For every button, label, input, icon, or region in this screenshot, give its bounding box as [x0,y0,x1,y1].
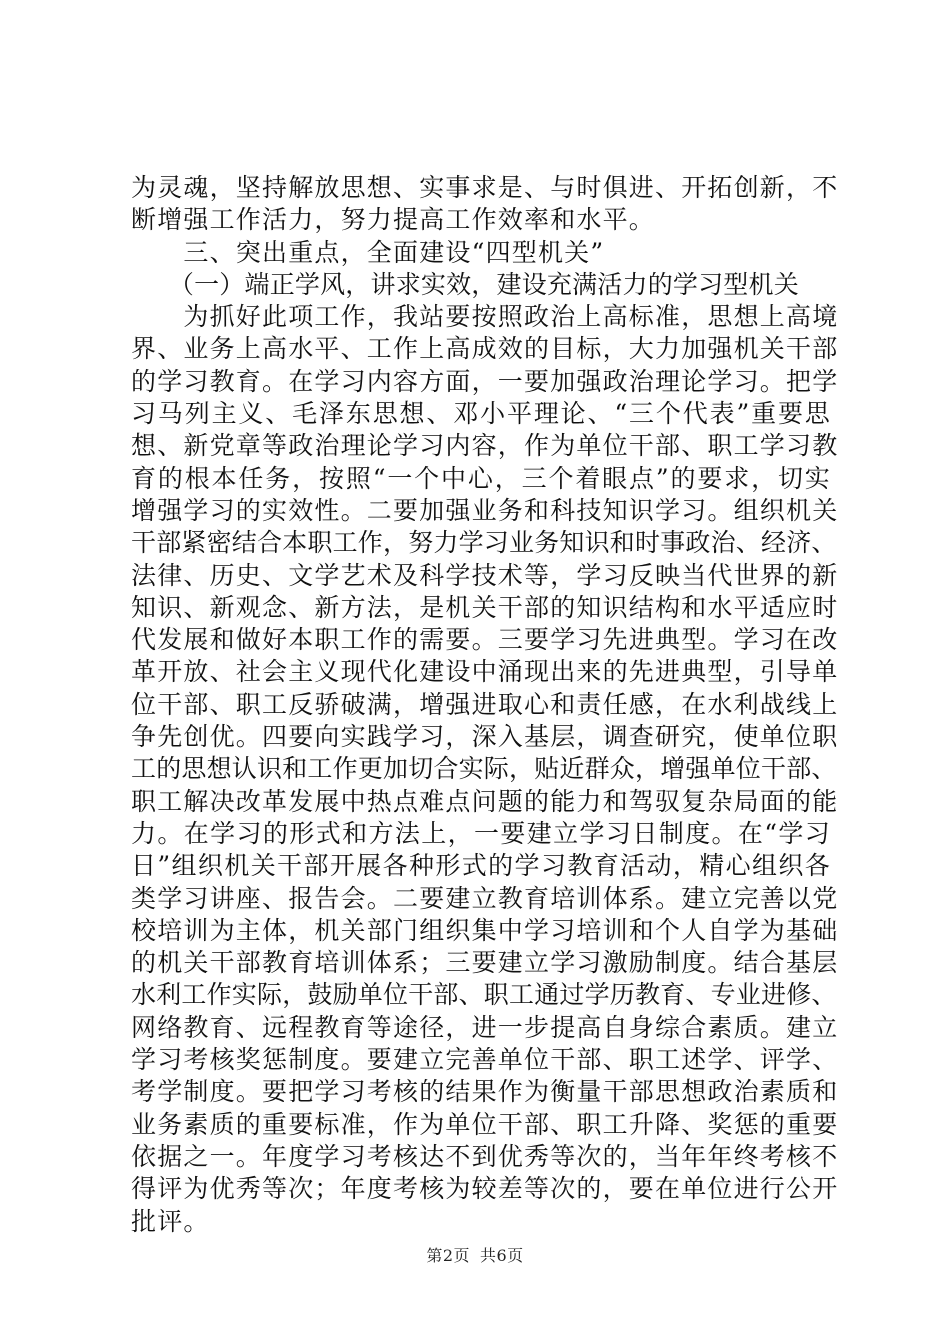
section-heading: 三、突出重点，全面建设“四型机关” [131,237,605,267]
page-footer [0,1243,950,1266]
text-line: 网络教育、远程教育等途径，进一步提高自身综合素质。建立 [131,1012,839,1042]
text-line: 类学习讲座、报告会。二要建立教育培训体系。建立完善以党 [131,883,839,913]
text-line: 工的思想认识和工作更加切合实际，贴近群众，增强单位干部、 [131,754,837,784]
text-line: 得评为优秀等次；年度考核为较差等次的，要在单位进行公开 [131,1174,839,1204]
subsection-heading: （一）端正学风，讲求实效，建设充满活力的学习型机关 [131,269,799,299]
text-line: 校培训为主体，机关部门组织集中学习培训和个人自学为基础 [131,915,839,945]
text-line: 依据之一。年度学习考核达不到优秀等次的，当年年终考核不 [131,1141,839,1171]
text-line: 法律、历史、文学艺术及科学技术等，学习反映当代世界的新 [131,560,839,590]
page-number: 第2页 [426,1246,470,1265]
text-line: 学习考核奖惩制度。要建立完善单位干部、职工述学、评学、 [131,1045,839,1075]
text-line: 力。在学习的形式和方法上，一要建立学习日制度。在“学习 [131,818,831,848]
text-line: 的学习教育。在学习内容方面，一要加强政治理论学习。把学 [131,366,839,396]
text-line: 习马列主义、毛泽东思想、邓小平理论、“三个代表”重要思 [131,399,831,429]
page-total: 共6页 [480,1246,524,1265]
text-line: 革开放、社会主义现代化建设中涌现出来的先进典型，引导单 [131,657,839,687]
text-line: 为抓好此项工作，我站要按照政治上高标准，思想上高境 [131,302,839,332]
text-line: 批评。 [131,1206,210,1236]
text-line: 育的根本任务，按照“一个中心，三个着眼点”的要求，切实 [131,463,831,493]
text-line: 的机关干部教育培训体系；三要建立学习激励制度。结合基层 [131,948,839,978]
text-line: 想、新党章等政治理论学习内容，作为单位干部、职工学习教 [131,431,839,461]
text-line: 争先创优。四要向实践学习，深入基层，调查研究，使单位职 [131,722,839,752]
text-line: 知识、新观念、新方法，是机关干部的知识结构和水平适应时 [131,592,839,622]
text-line: 代发展和做好本职工作的需要。三要学习先进典型。学习在改 [131,625,839,655]
text-line: 水利工作实际，鼓励单位干部、职工通过学历教育、专业进修、 [131,980,837,1010]
text-line: 断增强工作活力，努力提高工作效率和水平。 [131,205,656,235]
text-line: 日”组织机关干部开展各种形式的学习教育活动，精心组织各 [131,851,831,881]
text-line: 为灵魂，坚持解放思想、实事求是、与时俱进、开拓创新，不 [131,173,839,202]
text-line: 业务素质的重要标准，作为单位干部、职工升降、奖惩的重要 [131,1109,839,1139]
text-line: 增强学习的实效性。二要加强业务和科技知识学习。组织机关 [131,495,839,525]
text-line: 考学制度。要把学习考核的结果作为衡量干部思想政治素质和 [131,1077,839,1107]
document-body [131,172,839,1238]
text-line: 界、业务上高水平、工作上高成效的目标，大力加强机关干部 [131,334,839,364]
text-line: 职工解决改革发展中热点难点问题的能力和驾驭复杂局面的能 [131,786,839,816]
text-line: 位干部、职工反骄破满，增强进取心和责任感，在水利战线上 [131,689,839,719]
text-line: 干部紧密结合本职工作，努力学习业务知识和时事政治、经济、 [131,528,837,558]
